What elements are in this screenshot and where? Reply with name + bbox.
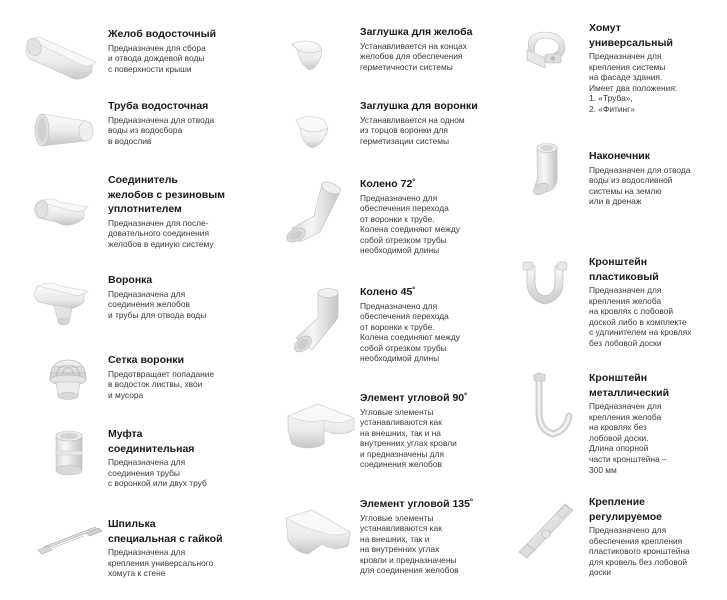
item-title: Элемент угловой 135˚ (360, 498, 474, 510)
item-title: Заглушка для воронки (360, 100, 478, 112)
item-desc: Предназначена для соединения трубы с воронкой или двух труб (108, 457, 207, 489)
adjustable-fastener-text (589, 496, 727, 578)
item-title-line2: универсальный (589, 36, 673, 49)
item-gutter-end-cap (260, 22, 505, 88)
item-title-line2: металлический (589, 386, 670, 399)
corner-90-text (360, 392, 508, 470)
corner-135-icon (278, 506, 364, 576)
item-elbow-72 (260, 174, 505, 266)
universal-clamp-icon (515, 28, 581, 84)
item-title: Кронштейн (589, 372, 648, 384)
item-title: Сетка воронки (108, 354, 185, 366)
item-title: Хомут (589, 22, 621, 34)
item-corner-90 (260, 386, 505, 478)
funnel-end-cap-text (360, 100, 506, 146)
item-desc: Предназначен для после- довательного соединения желобов в единую систему (108, 217, 214, 249)
gutter-connector-icon (26, 188, 106, 240)
item-desc: Предназначено для обеспечения перехода от воронки к трубе. Колена соединяют между собой отрезком трубы необходимой длины (360, 192, 460, 256)
item-desc: Предназначен для крепления системы на фасаде здания. Имеет два положения: 1. «Труба», 2. «Фитинг» (589, 51, 678, 114)
coupling-text (108, 428, 250, 489)
item-universal-clamp (509, 20, 727, 116)
item-title-line2: соединительная (108, 442, 195, 455)
pipe-coupling-icon (40, 426, 98, 482)
item-corner-135 (260, 492, 505, 584)
elbow-45-text (360, 286, 508, 364)
item-title: Колено 72˚ (360, 178, 416, 190)
item-drain-spout (509, 138, 727, 214)
downpipe-text (108, 100, 250, 146)
item-desc: Предназначено для обеспечения крепления пластикового кронштейна для кровель без лобовой доски (589, 525, 690, 578)
metal-bracket-text (589, 372, 727, 475)
item-desc: Предназначена для соединения желобов и трубы для отвода воды (108, 288, 207, 320)
item-title-line3: уплотнителем (108, 203, 182, 215)
item-gutter-connector (10, 170, 250, 254)
item-desc: Предназначен для отвода воды из водосливной системы на землю или в дренаж (589, 164, 691, 207)
funnel-text (108, 274, 250, 320)
elbow-72-text (360, 178, 508, 256)
elbow-45-icon (278, 288, 362, 368)
elbow-72-icon (274, 180, 358, 260)
item-title: Труба водосточная (108, 100, 209, 112)
item-title: Муфта (108, 428, 143, 440)
item-desc: Угловые элементы устанавливаются как на внешних, так и на внутренних углах кровли и предназначены для соединения желобов (360, 406, 457, 470)
item-title: Крепление (589, 496, 646, 508)
funnel-mesh-icon (36, 352, 100, 406)
column-left (0, 0, 250, 600)
column-middle (250, 0, 505, 600)
item-title-line2: регулируемое (589, 510, 663, 523)
downpipe-tube-icon (28, 108, 106, 152)
item-desc: Угловые элементы устанавливаются как на внешних, так и на внутренних углах кровли и предназначены для соединения желобов (360, 512, 459, 576)
item-elbow-45 (260, 282, 505, 374)
item-title-line2: желобов с резиновым (108, 188, 225, 201)
adjustable-fastener-icon (513, 500, 585, 566)
gutter-text (108, 28, 250, 74)
item-title: Заглушка для желоба (360, 26, 473, 38)
funnel-icon (28, 274, 106, 332)
item-title-line2: специальная с гайкой (108, 532, 223, 545)
stud-nut-text (108, 518, 256, 579)
item-title: Элемент угловой 90˚ (360, 392, 468, 404)
item-adjustable-fastener (509, 492, 727, 578)
item-title-line2: пластиковый (589, 270, 659, 283)
item-title: Воронка (108, 274, 153, 286)
item-desc: Устанавливается на одном из торцов воронки для герметизации системы (360, 114, 465, 146)
item-desc: Предназначен для крепления желоба на кровлях без лобовой доски. Длина опорной части кронштейна – 300 мм (589, 401, 667, 475)
funnel-mesh-text (108, 354, 250, 400)
corner-135-text (360, 498, 510, 576)
item-plastic-bracket (509, 248, 727, 348)
item-desc: Предназначен для крепления желоба на кровлях с лобовой доской либо в комплекте с удлинителем на кровлях без лобовой доски (589, 285, 692, 348)
gutter-end-cap-text (360, 26, 506, 72)
metal-bracket-icon (519, 372, 581, 452)
item-metal-bracket (509, 368, 727, 475)
item-desc: Предназначена для крепления универсального хомута к стене (108, 547, 214, 579)
item-title: Наконечник (589, 150, 651, 162)
item-title: Кронштейн (589, 256, 648, 268)
plastic-bracket-text (589, 256, 727, 349)
corner-90-icon (278, 400, 364, 470)
item-desc: Предназначено для обеспечения перехода от воронки к трубе. Колена соединяют между собой отрезком трубы необходимой длины (360, 300, 460, 364)
gutter-connector-text (108, 174, 254, 249)
plastic-bracket-icon (515, 256, 581, 318)
column-right (505, 0, 727, 600)
item-downpipe (10, 96, 250, 158)
drain-spout-text (589, 150, 727, 207)
item-stud-with-nut (10, 504, 250, 579)
item-title: Колено 45˚ (360, 286, 416, 298)
item-funnel-mesh (10, 344, 250, 410)
universal-clamp-text (589, 22, 727, 115)
gutter-trough-icon (18, 32, 106, 90)
item-title: Шпилька (108, 518, 156, 530)
item-funnel (10, 264, 250, 338)
item-funnel-end-cap (260, 96, 505, 162)
drain-spout-icon (517, 142, 581, 208)
item-desc: Предотвращает попадание в водосток листвы, хвои и мусора (108, 368, 215, 400)
item-title: Желоб водосточный (108, 28, 217, 40)
item-desc: Предназначен для сбора и отвода дождевой воды с поверхности крыши (108, 42, 206, 74)
item-desc: Устанавливается на концах желобов для обеспечения герметичности системы (360, 40, 467, 72)
gutter-end-cap-icon (278, 32, 350, 82)
funnel-end-cap-icon (282, 106, 352, 158)
stud-nut-icon (28, 520, 108, 560)
item-gutter (10, 24, 250, 94)
item-title: Соединитель (108, 174, 178, 186)
item-coupling (10, 414, 250, 490)
item-desc: Предназначена для отвода воды из водосбора в водослив (108, 114, 215, 146)
